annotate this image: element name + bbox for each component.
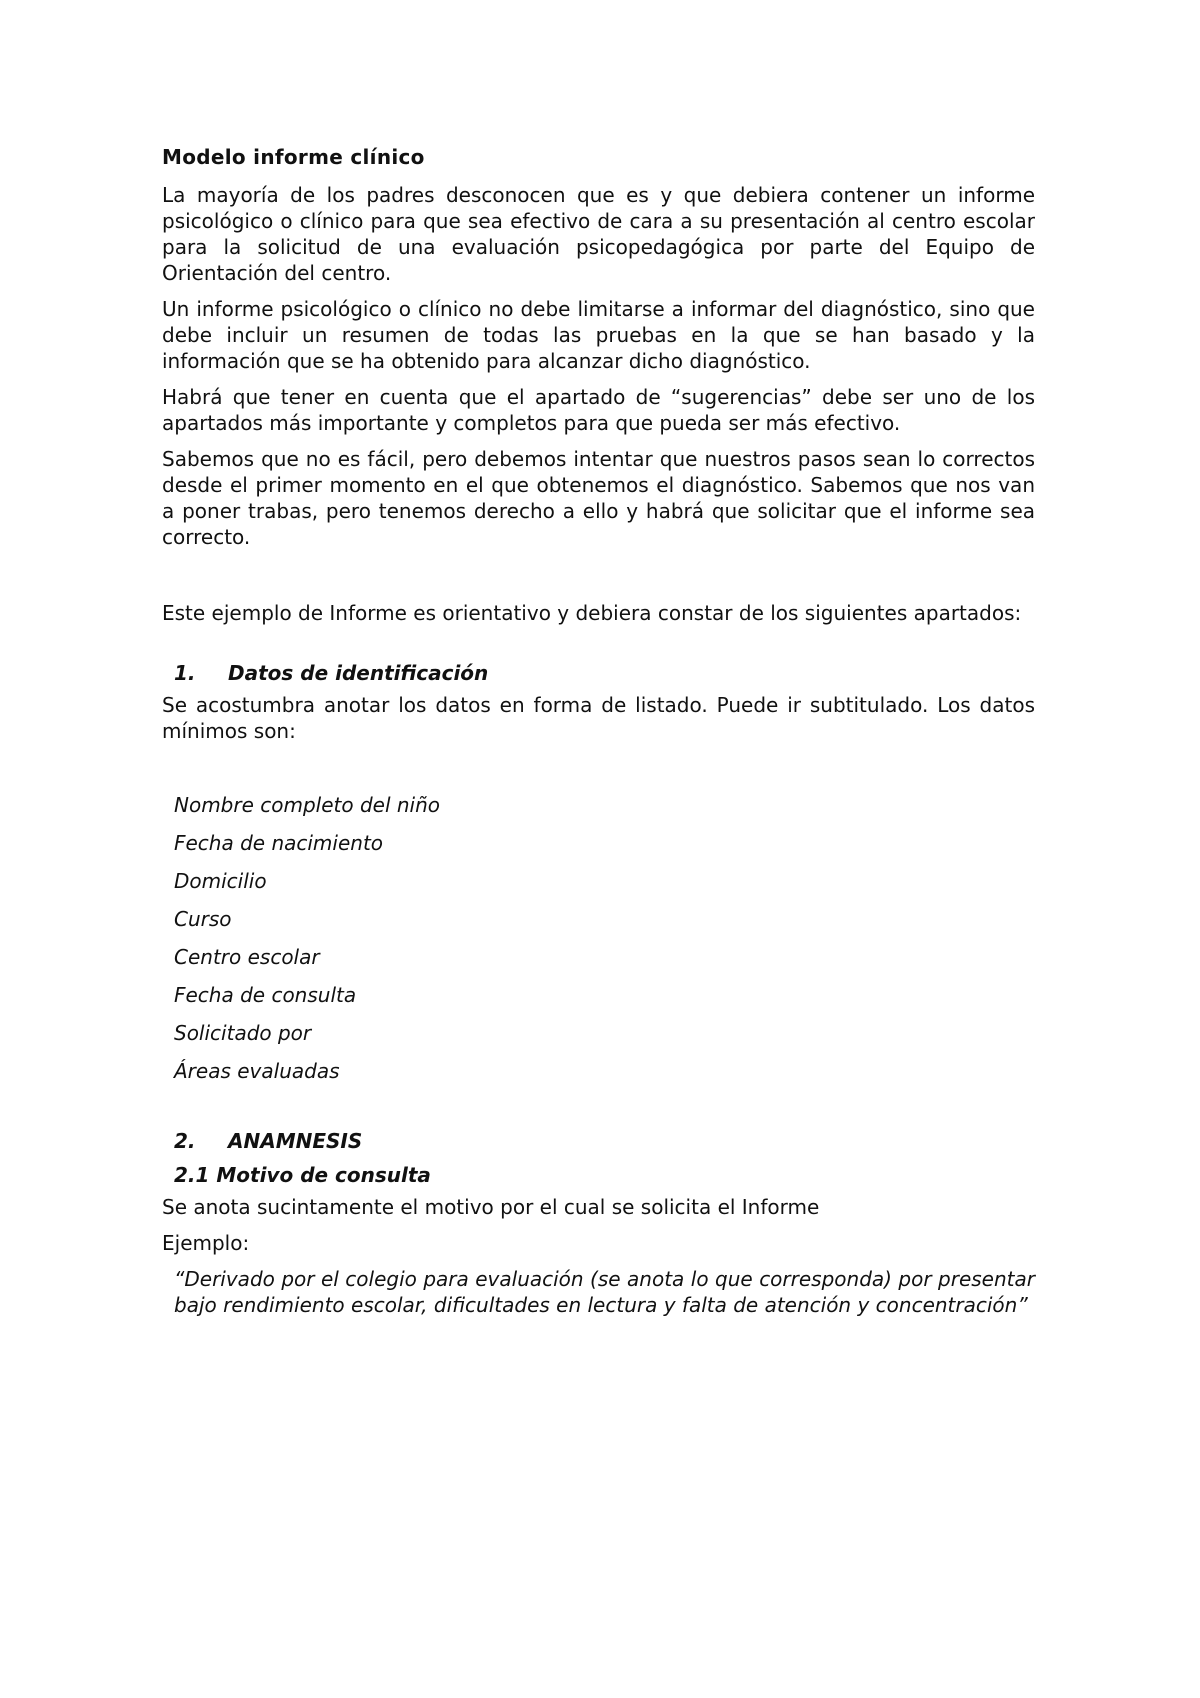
spacer xyxy=(162,560,1035,600)
section-1-description: Se acostumbra anotar los datos en forma de listado. Puede ir subtitulado. Los datos mínimos son: xyxy=(162,693,1035,743)
example-intro-paragraph: Este ejemplo de Informe es orientativo y debiera constar de los siguientes apartados: xyxy=(162,601,1022,625)
list-item: Áreas evaluadas xyxy=(174,1059,340,1083)
section-1-heading xyxy=(174,658,1035,688)
list-item: Curso xyxy=(174,907,232,931)
subsection-2-1-title: 2.1 Motivo de consulta xyxy=(174,1163,431,1187)
section-2-title: ANAMNESIS xyxy=(228,1129,363,1153)
example-label: Ejemplo: xyxy=(162,1231,250,1255)
section-1-title: Datos de identificación xyxy=(228,661,489,685)
intro-paragraph-1: La mayoría de los padres desconocen que es y que debiera contener un informe psicológico o clínico para que sea efectivo de cara a su presentación al centro escolar para la solicitud de una evaluación psicopedagógica por parte del Equipo de Orientación del centro. xyxy=(162,183,1035,285)
section-2-heading xyxy=(174,1126,1035,1156)
section-2-description: Se anota sucintamente el motivo por el cual se solicita el Informe xyxy=(162,1195,820,1219)
intro-paragraph-2: Un informe psicológico o clínico no debe limitarse a informar del diagnóstico, sino que debe incluir un resumen de todas las pruebas en la que se han basado y la información que se ha obtenido para alcanzar dicho diagnóstico. xyxy=(162,297,1035,373)
list-item: Centro escolar xyxy=(174,945,320,969)
list-item: Fecha de consulta xyxy=(174,983,357,1007)
intro-paragraph-3: Habrá que tener en cuenta que el apartado de “sugerencias” debe ser uno de los apartados más importante y completos para que pueda ser más efectivo. xyxy=(162,385,1035,435)
list-item: Domicilio xyxy=(174,869,267,893)
list-item: Solicitado por xyxy=(174,1021,312,1045)
example-quote: “Derivado por el colegio para evaluación (se anota lo que corresponda) por presentar bajo rendimiento escolar, dificultades en lectura y falta de atención y concentración” xyxy=(174,1267,1035,1317)
document-title: Modelo informe clínico xyxy=(162,145,425,169)
intro-paragraph-4: Sabemos que no es fácil, pero debemos intentar que nuestros pasos sean lo correctos desde el primer momento en el que obtenemos el diagnóstico. Sabemos que nos van a poner trabas, pero tenemos derecho a ello y habrá que solicitar que el informe sea correcto. xyxy=(162,447,1035,549)
list-item: Fecha de nacimiento xyxy=(174,831,384,855)
list-item: Nombre completo del niño xyxy=(174,793,441,817)
identification-fields-list xyxy=(174,786,1035,1090)
section-2-number: 2. xyxy=(174,1129,196,1153)
section-1-number: 1. xyxy=(174,661,196,685)
